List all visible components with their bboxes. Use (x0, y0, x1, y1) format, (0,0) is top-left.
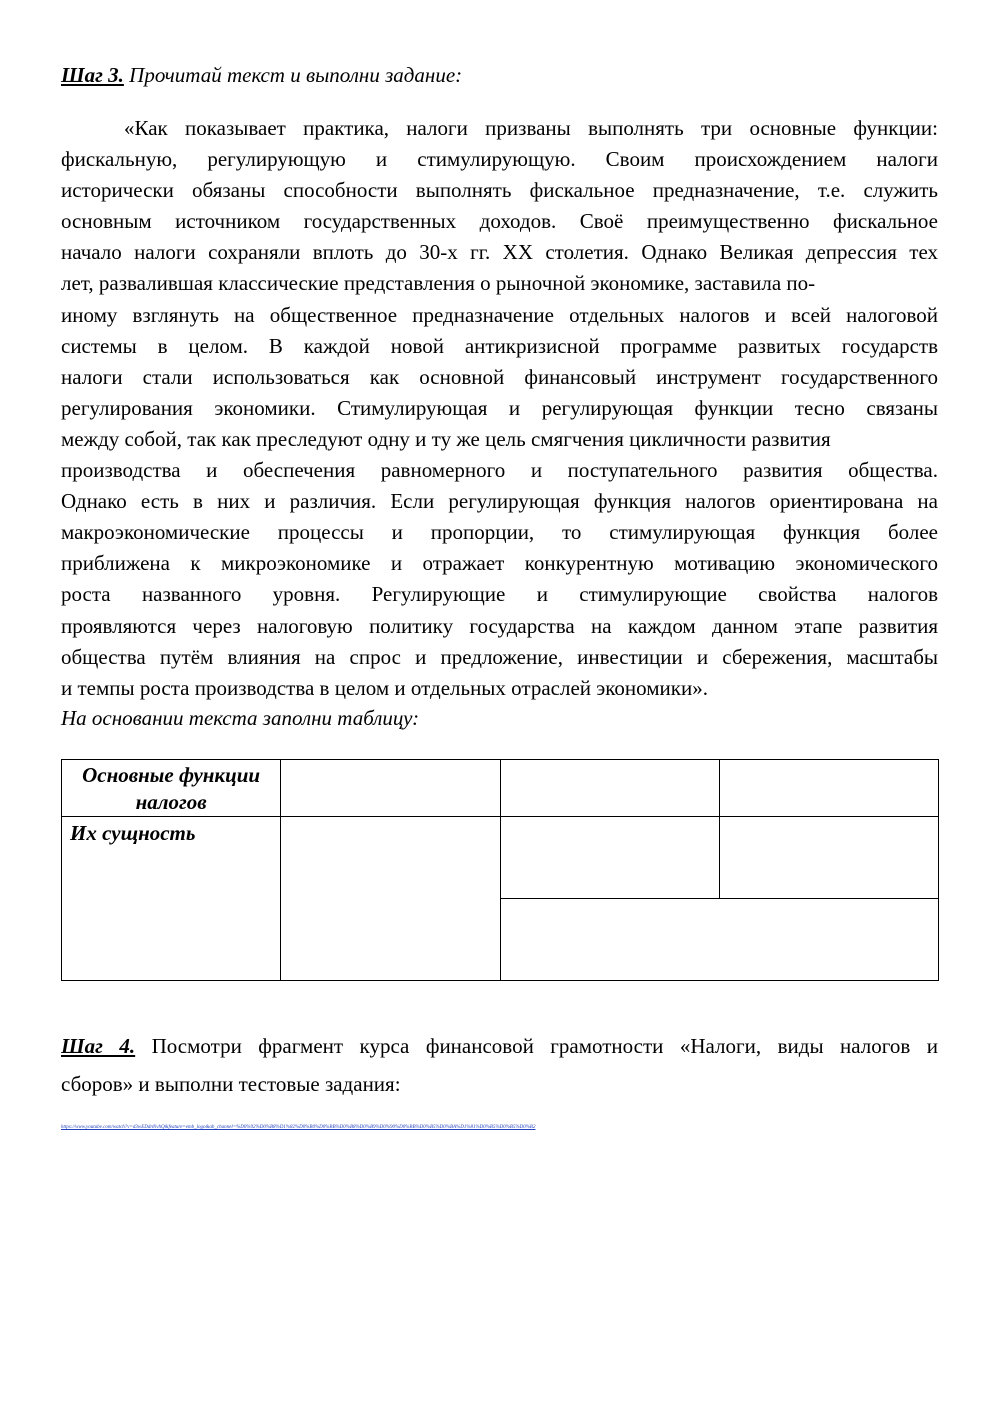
essence-input-cell-1[interactable] (281, 817, 500, 981)
quote-line: и темпы роста производства в целом и отдельных отраслей экономики». (61, 675, 708, 700)
step3-text: Прочитай текст и выполни задание: (123, 63, 463, 87)
quote-line: общества путём влияния на спрос и предложение, инвестиции и сбережения, масштабы (61, 644, 938, 669)
quote-line: основным источником государственных доходов. Своё преимущественно фискальное (61, 209, 938, 234)
essence-input-cell-2[interactable] (500, 817, 719, 899)
step3-heading (61, 60, 462, 90)
quote-line: Однако есть в них и различия. Если регулирующая функция налогов ориентирована на (61, 489, 938, 514)
quote-line: начало налоги сохраняли вплоть до 30-х гг. XX столетия. Однако Великая депрессия тех (61, 240, 938, 265)
step4-label: Шаг 4. (61, 1034, 136, 1058)
quote-text (61, 113, 938, 704)
quote-line: роста названного уровня. Регулирующие и стимулирующие свойства налогов (61, 582, 938, 607)
quote-line: фискальную, регулирующую и стимулирующую. Своим происхождением налоги (61, 147, 938, 172)
quote-line: исторически обязаны способности выполнять фискальное предназначение, т.е. служить (61, 178, 938, 203)
quote-line: проявляются через налоговую политику государства на каждом данном этапе развития (61, 613, 938, 638)
table-instruction: На основании текста заполни таблицу: (61, 706, 420, 730)
essence-input-cell-3[interactable] (719, 817, 938, 899)
tax-functions-table (61, 759, 939, 981)
essence-header-cell: Их сущность (62, 817, 281, 981)
essence-input-cell-shared[interactable] (500, 899, 939, 981)
quote-line: приближена к микроэкономике и отражает конкурентную мотивацию экономического (61, 551, 938, 576)
quote-line: иному взглянуть на общественное предназначение отдельных налогов и всей налоговой (61, 302, 938, 327)
quote-line: между собой, так как преследуют одну и ту же цель смягчения цикличности развития (61, 426, 831, 451)
quote-line: макроэкономические процессы и пропорции, то стимулирующая функция более (61, 520, 938, 545)
quote-line: регулирования экономики. Стимулирующая и регулирующая функции тесно связаны (61, 395, 938, 420)
quote-line: производства и обеспечения равномерного и поступательного развития общества. (61, 458, 938, 483)
video-link[interactable]: https://www.youtube.com/watch?v=d3wEDdnNvhQ&feature=emb_logo&ab_channel=%D0%92%D0%B8%D1%82%D0%B0%D0%BB%D0%B8%D0%B9%D0%90%D0%BB%D0%B5%D0%BA%D1%81%D0%B5%D0%B5%D0%B2 (61, 1125, 536, 1130)
function-input-cell-2[interactable] (500, 760, 719, 817)
quote-line: лет, развалившая классические представления о рыночной экономике, заставила по- (61, 271, 816, 296)
function-input-cell-3[interactable] (719, 760, 938, 817)
quote-line: системы в целом. В каждой новой антикризисной программе развитых государств (61, 333, 938, 358)
step3-label: Шаг 3. (61, 63, 124, 87)
quote-line: налоги стали использоваться как основной финансовый инструмент государственного (61, 364, 938, 389)
step4-line-2: сборов» и выполни тестовые задания: (61, 1072, 401, 1096)
step4-line-1 (61, 1027, 938, 1065)
functions-header-cell: Основные функции налогов (62, 760, 281, 817)
quote-line: «Как показывает практика, налоги призваны выполнять три основные функции: (124, 116, 938, 140)
step4-text: Посмотри фрагмент курса финансовой грамотности «Налоги, виды налогов и (135, 1034, 938, 1058)
step4-paragraph (61, 1027, 938, 1103)
function-input-cell-1[interactable] (281, 760, 500, 817)
